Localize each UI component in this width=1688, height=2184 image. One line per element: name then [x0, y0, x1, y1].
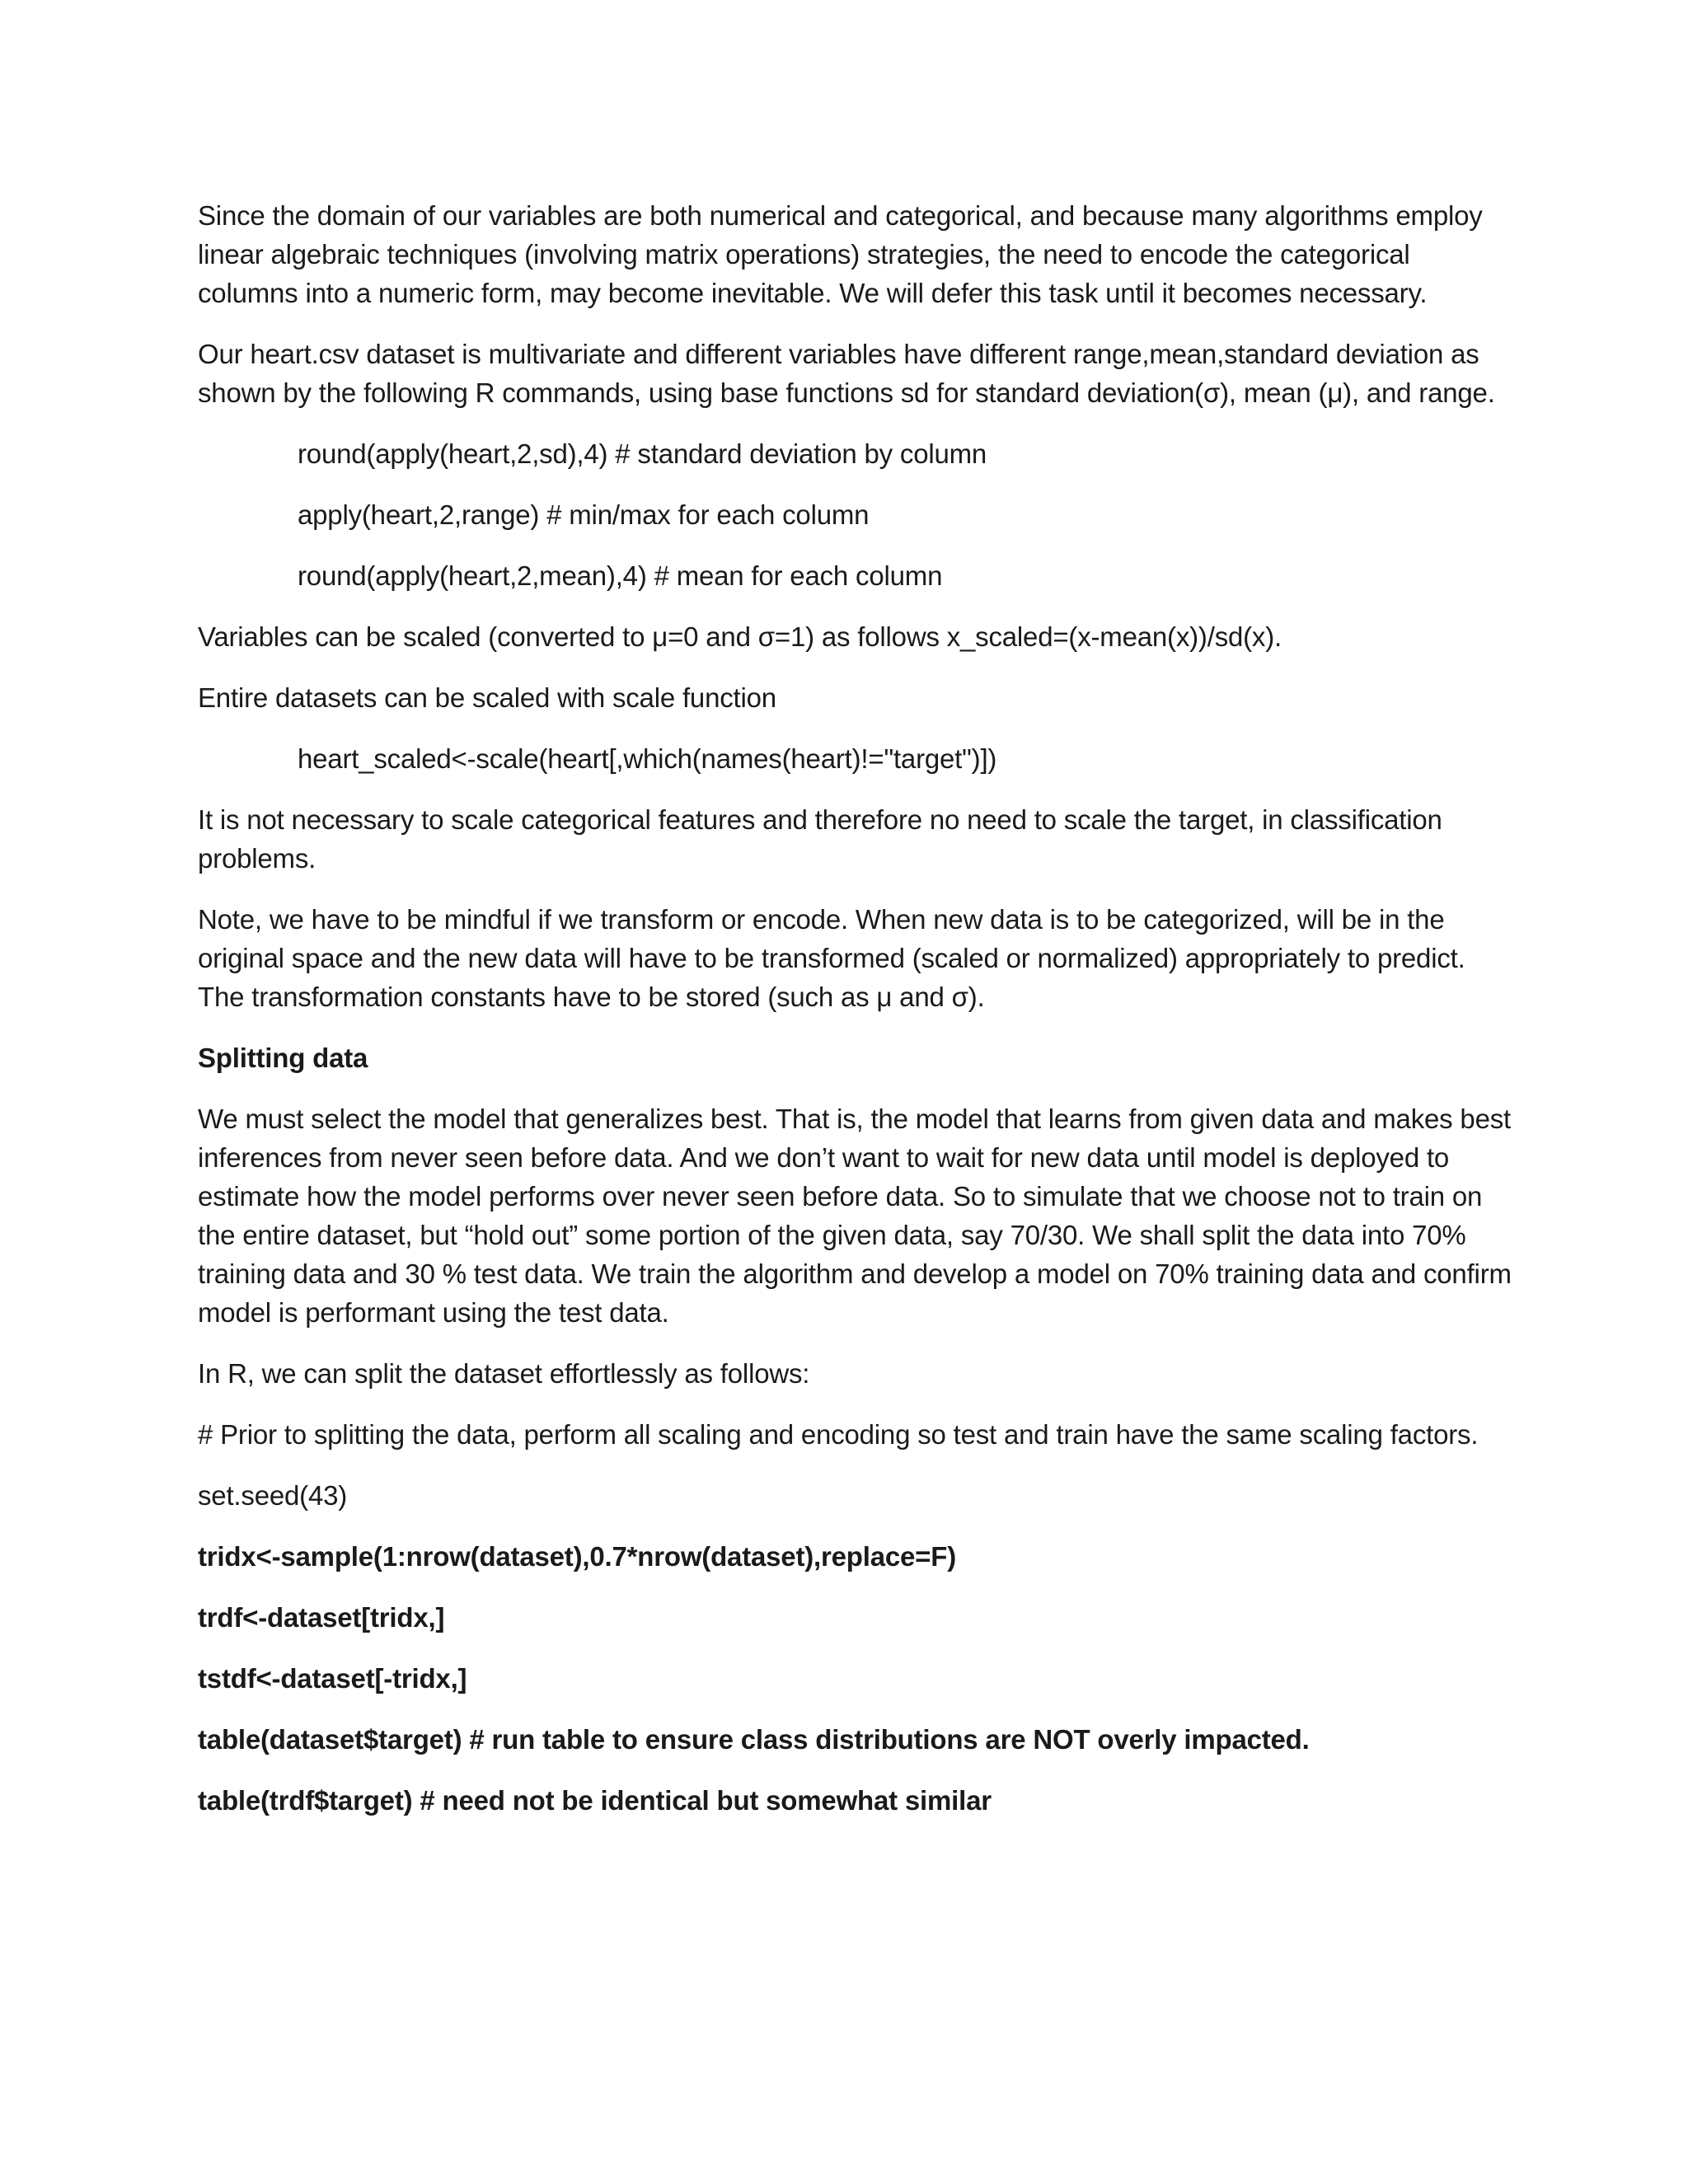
code-line-range: apply(heart,2,range) # min/max for each column: [298, 499, 870, 530]
code-line-tstdf: tstdf<-dataset[-tridx,]: [198, 1663, 467, 1694]
code-line-trdf: trdf<-dataset[tridx,]: [198, 1602, 445, 1633]
scaling-paragraph: Variables can be scaled (converted to μ=0 and σ=1) as follows x_scaled=(x-mean(x))/sd(x).: [198, 621, 1282, 652]
model-selection-paragraph: We must select the model that generalizes best. That is, the model that learns from given data and makes best inferences from never seen before data. And we don’t want to wait for new data until model is deployed to estimate how the model performs over never seen before data. So to simulate that we choose not to train on the entire dataset, but “hold out” some portion of the given data, say 70/30. We shall split the data into 70% training data and 30 % test data. We train the algorithm and develop a model on 70% training data and confirm model is performant using the test data.: [198, 1104, 1512, 1328]
code-line-tridx: tridx<-sample(1:nrow(dataset),0.7*nrow(dataset),replace=F): [198, 1541, 956, 1572]
document-page: [198, 196, 1517, 1842]
note-paragraph: Note, we have to be mindful if we transform or encode. When new data is to be categorized, will be in the original space and the new data will have to be transformed (scaled or normalized) appropriately to predict. The transformation constants have to be stored (such as μ and σ).: [198, 904, 1465, 1012]
section-heading: Splitting data: [198, 1043, 368, 1073]
code-line-table-dataset: table(dataset$target) # run table to ensure class distributions are NOT overly impacted.: [198, 1724, 1310, 1755]
code-line-table-trdf: table(trdf$target) # need not be identical but somewhat similar: [198, 1785, 992, 1816]
code-line-mean: round(apply(heart,2,mean),4) # mean for each column: [298, 560, 943, 591]
intro-paragraph: Since the domain of our variables are both numerical and categorical, and because many algorithms employ linear algebraic techniques (involving matrix operations) strategies, the need to encode the categorical columns into a numeric form, may become inevitable. We will defer this task until it becomes necessary.: [198, 200, 1483, 308]
code-comment-line: # Prior to splitting the data, perform all scaling and encoding so test and train have the same scaling factors.: [198, 1419, 1479, 1450]
categorical-paragraph: It is not necessary to scale categorical features and therefore no need to scale the target, in classification problems.: [198, 804, 1442, 874]
split-intro-paragraph: In R, we can split the dataset effortlessly as follows:: [198, 1358, 810, 1389]
scale-function-paragraph: Entire datasets can be scaled with scale function: [198, 682, 776, 713]
code-line-scale: heart_scaled<-scale(heart[,which(names(heart)!="target")]): [298, 743, 997, 774]
code-line-seed: set.seed(43): [198, 1480, 348, 1511]
code-line-sd: round(apply(heart,2,sd),4) # standard deviation by column: [298, 438, 987, 469]
dataset-paragraph: Our heart.csv dataset is multivariate and different variables have different range,mean,standard deviation as shown by the following R commands, using base functions sd for standard deviation(σ), mean (μ), and range.: [198, 339, 1495, 408]
